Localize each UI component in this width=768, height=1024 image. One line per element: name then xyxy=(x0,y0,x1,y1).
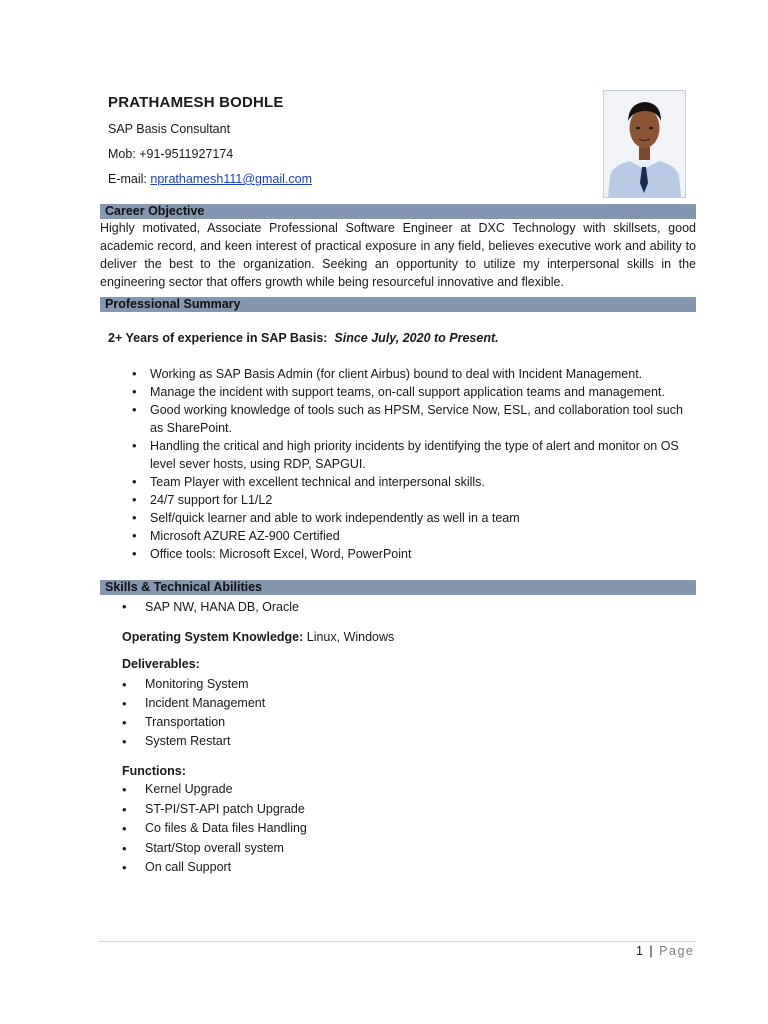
experience-line xyxy=(108,331,499,345)
os-knowledge-line xyxy=(122,630,394,644)
experience-label: 2+ Years of experience in SAP Basis: xyxy=(108,331,328,345)
list-item: • Start/Stop overall system xyxy=(120,839,680,859)
career-objective-heading: Career Objective xyxy=(100,204,696,219)
deliverables-label: Deliverables: xyxy=(122,657,200,671)
professional-summary-heading: Professional Summary xyxy=(100,297,696,312)
list-item: • System Restart xyxy=(120,732,680,751)
deliverables-list xyxy=(120,675,680,751)
functions-list xyxy=(120,780,680,878)
footer-separator: | xyxy=(644,944,660,958)
os-knowledge-label: Operating System Knowledge: xyxy=(122,630,304,644)
list-item: • Self/quick learner and able to work independently as well in a team xyxy=(130,509,692,527)
skills-heading: Skills & Technical Abilities xyxy=(100,580,696,595)
candidate-name: PRATHAMESH BODHLE xyxy=(108,94,284,111)
footer-divider xyxy=(98,941,696,942)
skills-list xyxy=(120,598,680,616)
list-item: • ST-PI/ST-API patch Upgrade xyxy=(120,800,680,820)
page-label: Page xyxy=(659,944,695,958)
job-title: SAP Basis Consultant xyxy=(108,122,231,136)
list-item: • Working as SAP Basis Admin (for client Airbus) bound to deal with Incident Management. xyxy=(130,365,692,383)
mobile-number: Mob: +91-9511927174 xyxy=(108,147,234,161)
email-link[interactable]: nprathamesh111@gmail.com xyxy=(150,172,312,186)
email-label: E-mail: xyxy=(108,172,151,186)
list-item: • 24/7 support for L1/L2 xyxy=(130,491,692,509)
list-item: • Handling the critical and high priority incidents by identifying the type of alert and monitor on OS level sever hosts, using RDP, SAPGUI. xyxy=(130,437,692,473)
list-item: • Team Player with excellent technical and interpersonal skills. xyxy=(130,473,692,491)
list-item: • Transportation xyxy=(120,713,680,732)
page-number: 1 xyxy=(636,944,645,958)
list-item: • SAP NW, HANA DB, Oracle xyxy=(120,598,680,616)
list-item: • On call Support xyxy=(120,858,680,878)
list-item: • Kernel Upgrade xyxy=(120,780,680,800)
list-item: • Incident Management xyxy=(120,694,680,713)
person-portrait-icon xyxy=(604,91,685,197)
email-line xyxy=(108,172,312,186)
list-item: • Co files & Data files Handling xyxy=(120,819,680,839)
list-item: • Microsoft AZURE AZ-900 Certified xyxy=(130,527,692,545)
list-item: • Office tools: Microsoft Excel, Word, PowerPoint xyxy=(130,545,692,563)
list-item: • Manage the incident with support teams, on-call support application teams and management. xyxy=(130,383,692,401)
os-knowledge-value: Linux, Windows xyxy=(303,630,395,644)
list-item: • Good working knowledge of tools such as HPSM, Service Now, ESL, and collaboration tool such as SharePoint. xyxy=(130,401,692,437)
summary-list xyxy=(130,365,692,563)
experience-period: Since July, 2020 to Present. xyxy=(334,331,499,345)
page-footer xyxy=(636,944,694,958)
profile-photo xyxy=(603,90,686,198)
list-item: • Monitoring System xyxy=(120,675,680,694)
functions-label: Functions: xyxy=(122,764,186,778)
career-objective-text: Highly motivated, Associate Professional Software Engineer at DXC Technology with skillsets, good academic record, and keen interest of practical exposure in any field, believes executive work and ability to deliver the best to the organization. Seeking an opportunity to utilize my interpersonal skills in the engineering sector that offers growth while being resourceful innovative and flexible. xyxy=(100,221,696,289)
